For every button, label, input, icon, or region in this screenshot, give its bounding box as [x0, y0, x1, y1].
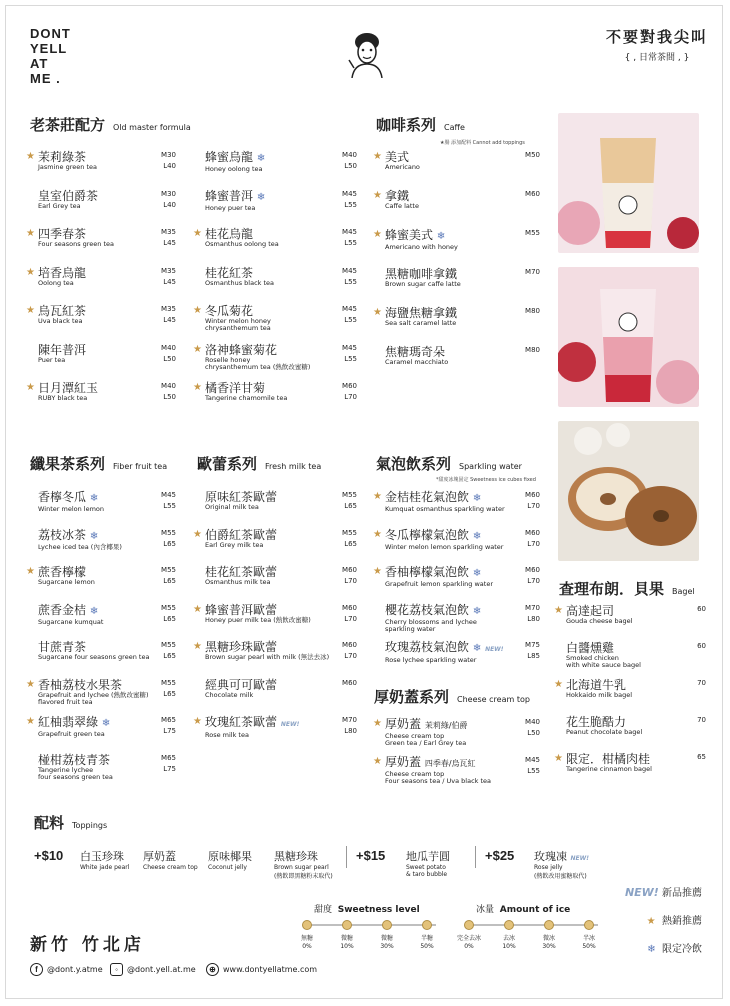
level-label: 去冰 10%	[502, 935, 516, 950]
price: M35 L45	[161, 228, 176, 247]
coffee-note: ★腸 添加配料 Cannot add toppings	[440, 140, 525, 146]
section-coffee: 咖啡系列 Caffe	[376, 116, 465, 134]
star-icon: ★	[554, 679, 563, 690]
star-icon: ★	[26, 566, 35, 577]
star-icon: ★	[193, 382, 202, 393]
price: M55 L65	[161, 603, 176, 623]
divider	[475, 846, 476, 868]
star-icon: ★	[373, 307, 382, 318]
level-dot	[464, 920, 474, 930]
snowflake-icon: ❄	[89, 493, 99, 504]
snowflake-icon: ❄	[472, 493, 482, 504]
price: M60 L70	[525, 528, 540, 548]
snowflake-icon: ❄	[472, 568, 482, 579]
price: M65 L75	[161, 716, 176, 735]
price: M60	[525, 190, 540, 198]
menu-item: ★ 蜂蜜普洱歐蕾 Honey puer milk tea (熱飲改蜜糖) M60 L70	[193, 602, 357, 624]
website-link[interactable]: ⊕ www.dontyellatme.com	[206, 963, 317, 976]
price: M60 L70	[342, 641, 357, 660]
drink-photo-latte	[558, 113, 699, 253]
menu-item: ★ 冬瓜菊花 Winter melon honey chrysanthemum tea M45 L55	[193, 304, 357, 332]
sparkling-note: *甜度冰塊固定 Sweetness ice cubes fixed	[436, 477, 536, 483]
menu-item: ★ 伯爵紅茶歐蕾 Earl Grey milk tea M55 L65	[193, 527, 357, 549]
price: M40 L50	[342, 151, 357, 170]
price: M70	[525, 268, 540, 276]
section-toppings: 配料 Toppings	[34, 814, 108, 832]
slogan: 不要對我尖叫 { , 日常茶間 , }	[605, 28, 708, 63]
star-icon: ★	[373, 491, 382, 502]
level-label: 完全去冰 0%	[456, 935, 481, 950]
menu-item: ★ 厚奶蓋 茉莉綠/伯爵 Cheese cream top Green tea / Earl Grey tea M40 L50	[373, 717, 540, 747]
menu-item: ★ 橘香洋甘菊 Tangerine chamomile tea M60 L70	[193, 381, 357, 402]
star-icon: ★	[26, 382, 35, 393]
level-label: 微冰 30%	[542, 935, 556, 950]
menu-item: ★ 北海道牛乳 Hokkaido milk bagel 70	[554, 678, 706, 699]
legend-hot: ★ 熱銷推薦	[646, 916, 702, 927]
price: M30 L40	[161, 189, 176, 209]
menu-item: ★ 茉莉綠茶 Jasmine green tea M30 L40	[26, 150, 176, 171]
instagram-link[interactable]: ◦ @dont.yell.at.me	[110, 963, 196, 976]
star-icon: ★	[193, 305, 202, 316]
sweetness-title: 甜度 Sweetness level	[314, 905, 420, 915]
menu-item: 原味紅茶歐蕾 Original milk tea M55 L65	[205, 490, 357, 511]
snowflake-icon: ❄	[436, 231, 446, 242]
ice-title: 冰量 Amount of ice	[476, 905, 571, 915]
level-dot	[382, 920, 392, 930]
price: M60 L70	[342, 382, 357, 401]
menu-item: ★ 美式 Americano M50	[373, 150, 540, 171]
price: M45 L55	[342, 343, 357, 363]
store-name: 新竹 竹北店	[30, 935, 145, 955]
star-icon: ★	[193, 343, 202, 355]
divider	[346, 846, 347, 868]
mascot-portrait-icon	[344, 28, 390, 78]
price: 70	[697, 679, 706, 687]
menu-item: 櫻花荔枝氣泡飲 ❄ Cherry blossoms and lychee sparkling water M70 L80	[385, 602, 540, 633]
menu-item: ★ 香柚荔枝水果茶 Grapefruit and lychee (熱飲改蜜糖) flavored fruit tea M55 L65	[26, 677, 176, 706]
level-label: 半糖 50%	[420, 935, 434, 950]
star-icon: ★	[26, 678, 35, 690]
price: M70 L80	[525, 603, 540, 623]
globe-icon: ⊕	[206, 963, 219, 976]
price: M55	[525, 229, 540, 237]
price: M55 L65	[161, 678, 176, 698]
level-dot	[544, 920, 554, 930]
snowflake-icon: ❄	[256, 191, 266, 203]
star-icon: ★	[373, 718, 382, 729]
price: M55 L65	[342, 528, 357, 548]
menu-item: ★ 金桔桂花氣泡飲 ❄ Kumquat osmanthus sparkling water M60 L70	[373, 490, 540, 513]
sweetness-bar	[304, 924, 436, 926]
menu-item: ★ 厚奶蓋 四季春/烏瓦紅 Cheese cream top Four seasons tea / Uva black tea M45 L55	[373, 755, 540, 785]
level-label: 微糖 10%	[340, 935, 354, 950]
price: M40 L50	[161, 343, 176, 363]
price: M80	[525, 346, 540, 354]
price: 60	[697, 605, 706, 613]
price: M45 L55	[342, 266, 357, 286]
snowflake-icon: ❄	[472, 530, 482, 542]
snowflake-icon: ❄	[472, 605, 482, 617]
brand-logo-text: DONT YELL AT ME .	[30, 26, 71, 86]
drink-photo-rose	[558, 267, 699, 407]
menu-item: ★ 海鹽焦糖拿鐵 Sea salt caramel latte M80	[373, 306, 540, 327]
level-label: 微糖 30%	[380, 935, 394, 950]
menu-item: 桂花紅茶 Osmanthus black tea M45 L55	[205, 265, 357, 287]
menu-item: 甘蔗青茶 Sugarcane four seasons green tea M55 L65	[38, 640, 176, 661]
menu-item: ★ 洛神蜂蜜菊花 Roselle honey chrysanthemum tea (熱飲改蜜糖) M45 L55	[193, 342, 357, 371]
menu-item: 椪柑荔枝青茶 Tangerine lychee four seasons green tea M65 L75	[38, 752, 176, 781]
price: M60	[342, 678, 357, 687]
price: M45 L55	[342, 305, 357, 324]
menu-item: 蔗香金桔 ❄ Sugarcane kumquat M55 L65	[38, 602, 176, 626]
menu-item: 蜂蜜烏龍 ❄ Honey oolong tea M40 L50	[205, 150, 357, 173]
price: M35 L45	[161, 266, 176, 286]
price: M60 L70	[342, 566, 357, 585]
price: M55 L65	[342, 491, 357, 510]
menu-item: 蜂蜜普洱 ❄ Honey puer tea M45 L55	[205, 188, 357, 212]
price: M45 L55	[525, 756, 540, 775]
menu-item: ★ 日月潭紅玉 RUBY black tea M40 L50	[26, 381, 176, 402]
star-icon: ★	[193, 528, 202, 540]
star-icon: ★	[646, 916, 656, 927]
price: M80	[525, 307, 540, 315]
topping-price-15: +$15	[356, 848, 386, 863]
star-icon: ★	[26, 266, 35, 278]
price: M30 L40	[161, 151, 176, 170]
price: M55 L65	[161, 528, 176, 548]
price: M40 L50	[161, 382, 176, 401]
menu-item: ★ 拿鐵 Caffe latte M60	[373, 189, 540, 210]
menu-item: ★ 紅柚翡翠綠 ❄ Grapefruit green tea M65 L75	[26, 715, 176, 738]
section-old-master: 老茶莊配方 Old master formula	[30, 116, 191, 134]
star-icon: ★	[26, 151, 35, 162]
menu-item: ★ 限定．柑橘肉桂 Tangerine cinnamon bagel 65	[554, 752, 706, 773]
facebook-icon: f	[30, 963, 43, 976]
price: M35 L45	[161, 305, 176, 324]
price: 70	[697, 716, 706, 724]
menu-item: 香檸冬瓜 ❄ Winter melon lemon M45 L55	[38, 490, 176, 513]
price: M60 L70	[525, 491, 540, 510]
level-dot	[422, 920, 432, 930]
section-bagel: 查理布朗．貝果 Bagel	[559, 580, 695, 598]
ice-bar	[466, 924, 598, 926]
star-icon: ★	[373, 190, 382, 201]
section-fiber: 纖果茶系列 Fiber fruit tea	[30, 455, 168, 473]
bagel-photo	[558, 421, 699, 561]
menu-item: 皇室伯爵茶 Earl Grey tea M30 L40	[38, 188, 176, 210]
price: M65 L75	[161, 753, 176, 773]
level-label: 半冰 50%	[582, 935, 596, 950]
star-icon: ★	[373, 566, 382, 577]
price: M55 L65	[161, 641, 176, 660]
menu-item: 荔枝冰茶 ❄ Lychee iced tea (內含椰果) M55 L65	[38, 527, 176, 551]
star-icon: ★	[373, 229, 382, 240]
menu-item: ★ 冬瓜檸檬氣泡飲 ❄ Winter melon lemon sparkling water M60 L70	[373, 527, 540, 551]
level-dot	[504, 920, 514, 930]
menu-item: 白醬燻雞 Smoked chicken with white sauce bagel 60	[566, 641, 706, 669]
menu-item: 黑糖咖啡拿鐵 Brown sugar caffe latte M70	[385, 267, 540, 288]
star-icon: ★	[373, 528, 382, 540]
price: M60 L70	[525, 566, 540, 585]
menu-item: 桂花紅茶歐蕾 Osmanthus milk tea M60 L70	[205, 565, 357, 586]
menu-item: 經典可可歐蕾 Chocolate milk M60	[205, 677, 357, 699]
menu-item: ★ 高達起司 Gouda cheese bagel 60	[554, 604, 706, 625]
snowflake-icon: ❄	[89, 530, 99, 542]
star-icon: ★	[373, 756, 382, 767]
menu-item: ★ 黑糖珍珠歐蕾 Brown sugar pearl with milk (無法去冰) M60 L70	[193, 640, 357, 661]
level-dot	[302, 920, 312, 930]
price: M40 L50	[525, 718, 540, 737]
price: M45 L55	[342, 228, 357, 247]
menu-item: ★ 蜂蜜美式 ❄ Americano with honey M55	[373, 228, 540, 251]
section-sparkling: 氣泡飲系列 Sparkling water	[376, 455, 522, 473]
star-icon: ★	[554, 605, 563, 616]
price: 60	[697, 642, 706, 650]
instagram-icon: ◦	[110, 963, 123, 976]
level-dot	[584, 920, 594, 930]
menu-item: 玫瑰荔枝氣泡飲 ❄ NEW! Rose lychee sparkling water M75 L85	[385, 640, 540, 664]
price: M45 L55	[161, 491, 176, 510]
star-icon: ★	[193, 716, 202, 727]
star-icon: ★	[26, 305, 35, 316]
star-icon: ★	[554, 753, 563, 764]
level-label: 無糖 0%	[300, 935, 313, 950]
menu-item: ★ 烏瓦紅茶 Uva black tea M35 L45	[26, 304, 176, 325]
price: M45 L55	[342, 189, 357, 209]
legend-new: NEW! 新品推薦	[624, 886, 702, 899]
price: M75 L85	[525, 641, 540, 660]
topping-item: 玫瑰凍 NEW! Rose jelly (熱飲改用蜜糖取代)	[534, 850, 589, 880]
facebook-link[interactable]: f @dont.y.atme	[30, 963, 103, 976]
star-icon: ★	[26, 228, 35, 239]
star-icon: ★	[193, 228, 202, 239]
menu-item: ★ 培香烏龍 Oolong tea M35 L45	[26, 265, 176, 287]
star-icon: ★	[193, 603, 202, 615]
snowflake-icon: ❄	[472, 643, 482, 654]
menu-item: ★ 蔗香檸檬 Sugarcane lemon M55 L65	[26, 565, 176, 586]
section-milk: 歐蕾系列 Fresh milk tea	[197, 455, 322, 473]
price: M55 L65	[161, 566, 176, 585]
topping-item: 地瓜芋圓 Sweet potato & taro bubble	[406, 850, 450, 878]
star-icon: ★	[26, 716, 35, 727]
price: M60 L70	[342, 603, 357, 623]
snowflake-icon: ❄	[647, 944, 656, 955]
snowflake-icon: ❄	[89, 605, 99, 617]
topping-price-10: +$10	[34, 848, 64, 863]
menu-item: ★ 桂花烏龍 Osmanthus oolong tea M45 L55	[193, 227, 357, 248]
topping-item: 厚奶蓋 Cheese cream top	[143, 850, 198, 871]
star-icon: ★	[373, 151, 382, 162]
menu-item: 陳年普洱 Puer tea M40 L50	[38, 342, 176, 364]
menu-item: ★ 玫瑰紅茶歐蕾 NEW! Rose milk tea M70 L80	[193, 715, 357, 739]
price: 65	[697, 753, 706, 761]
price: M50	[525, 151, 540, 159]
menu-item: 花生脆酷力 Peanut chocolate bagel 70	[566, 715, 706, 736]
price: M70 L80	[342, 716, 357, 735]
star-icon: ★	[193, 641, 202, 652]
topping-item: 白玉珍珠 White jade pearl	[80, 850, 130, 871]
legend-cold: ❄ 限定冷飲	[647, 944, 702, 955]
menu-item: ★ 四季春茶 Four seasons green tea M35 L45	[26, 227, 176, 248]
menu-item: ★ 香柚檸檬氣泡飲 ❄ Grapefruit lemon sparkling water M60 L70	[373, 565, 540, 588]
menu-item: 焦糖瑪奇朵 Caramel macchiato M80	[385, 345, 540, 366]
section-cheese: 厚奶蓋系列 Cheese cream top	[374, 688, 530, 706]
level-dot	[342, 920, 352, 930]
topping-price-25: +$25	[485, 848, 515, 863]
snowflake-icon: ❄	[101, 718, 111, 729]
snowflake-icon: ❄	[256, 153, 266, 164]
topping-item: 黑糖珍珠 Brown sugar pearl (熱飲即黑糖粉末取代)	[274, 850, 333, 880]
topping-item: 原味椰果 Coconut jelly	[208, 850, 252, 871]
